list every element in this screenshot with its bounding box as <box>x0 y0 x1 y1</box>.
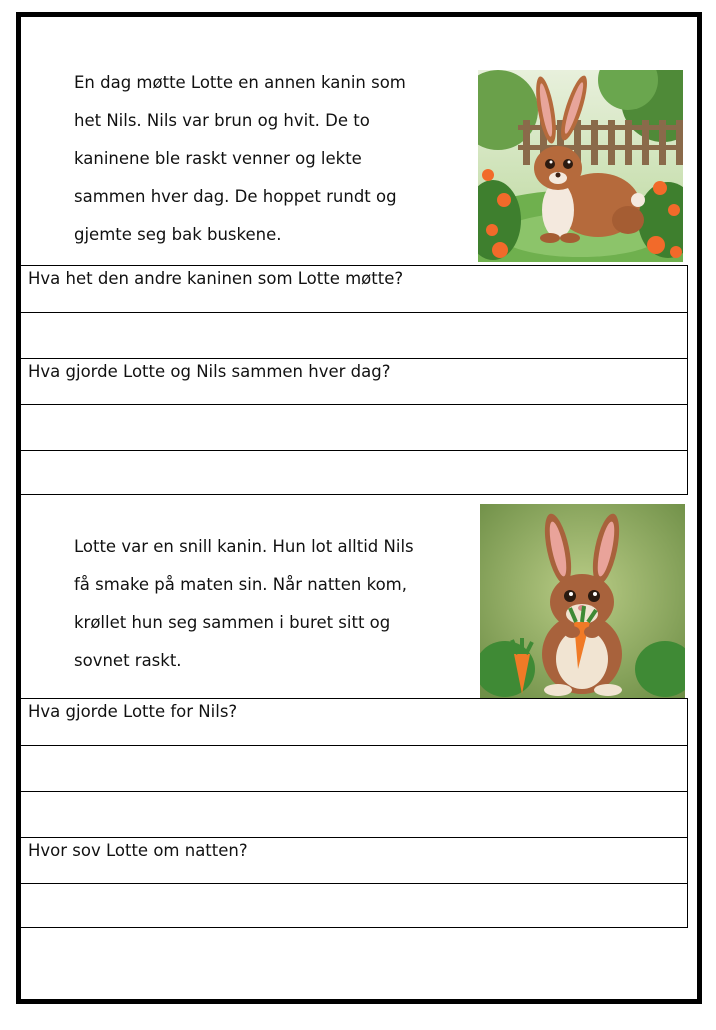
answer-line[interactable] <box>20 883 688 928</box>
question-text: Hvor sov Lotte om natten? <box>28 841 248 860</box>
answer-line[interactable] <box>20 450 688 495</box>
story-1-line: gjemte seg bak buskene. <box>74 225 282 244</box>
story-2-line: sovnet raskt. <box>74 651 182 670</box>
story-1-line: En dag møtte Lotte en annen kanin som <box>74 73 406 92</box>
answer-line[interactable] <box>20 791 688 838</box>
rabbit-garden-image <box>478 70 683 262</box>
answer-line[interactable] <box>20 312 688 359</box>
question-row <box>20 265 688 313</box>
answer-line[interactable] <box>20 404 688 451</box>
question-row <box>20 358 688 405</box>
question-text: Hva gjorde Lotte og Nils sammen hver dag? <box>28 362 391 381</box>
story-1-line: sammen hver dag. De hoppet rundt og <box>74 187 397 206</box>
story-2-line: krøllet hun seg sammen i buret sitt og <box>74 613 391 632</box>
story-2-line: få smake på maten sin. Når natten kom, <box>74 575 407 594</box>
story-1-line: kaninene ble raskt venner og lekte <box>74 149 362 168</box>
question-row <box>20 698 688 746</box>
question-row <box>20 837 688 884</box>
story-2-text <box>74 528 414 680</box>
story-1-text <box>74 64 406 254</box>
story-1-line: het Nils. Nils var brun og hvit. De to <box>74 111 370 130</box>
rabbit-carrot-image <box>480 504 685 698</box>
question-text: Hva gjorde Lotte for Nils? <box>28 702 238 721</box>
story-2-line: Lotte var en snill kanin. Hun lot alltid Nils <box>74 537 414 556</box>
answer-line[interactable] <box>20 745 688 792</box>
question-text: Hva het den andre kaninen som Lotte møtte? <box>28 269 404 288</box>
